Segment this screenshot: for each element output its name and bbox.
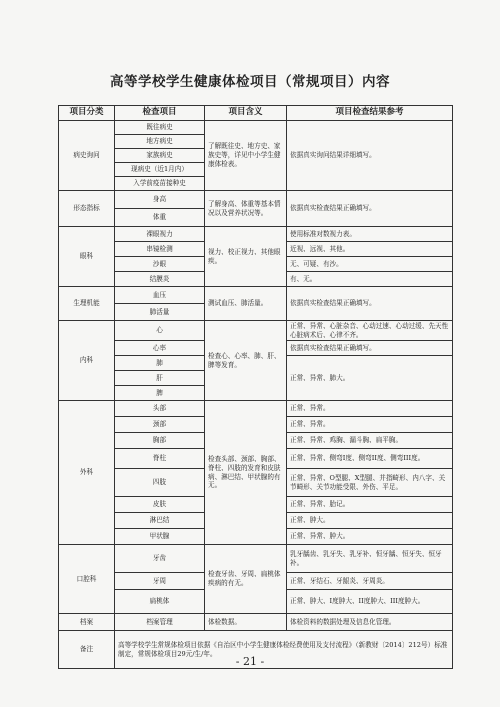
page-number: - 21 - — [235, 655, 265, 668]
result-cell: 依据真实检查结果正确填写。 — [287, 287, 453, 321]
header-result: 项目检查结果参考 — [287, 106, 453, 121]
item-cell: 既往病史 — [115, 121, 205, 135]
result-cell: 使用标准对数视力表。 — [287, 227, 453, 242]
category-archive: 档案 — [59, 614, 115, 631]
item-cell: 心率 — [115, 341, 205, 356]
category-physio: 生理机能 — [59, 287, 115, 321]
result-cell: 正常、异常。 — [287, 401, 453, 417]
result-cell: 依据真实检查结果正确填写。 — [287, 191, 453, 227]
meaning-cell: 检查牙齿、牙周、扁桃体疾病的有无。 — [205, 545, 287, 614]
item-cell: 地方病史 — [115, 135, 205, 149]
result-cell: 正常、异常、侧弯I度、侧弯II度、侧弯III度。 — [287, 449, 453, 469]
item-cell: 牙周 — [115, 573, 205, 590]
item-cell: 入学前疫苗接种史 — [115, 177, 205, 191]
result-cell: 乳牙龋齿、乳牙失、乳牙补、恒牙龋、恒牙失、恒牙补。 — [287, 545, 453, 573]
item-cell: 脾 — [115, 386, 205, 401]
item-cell: 四肢 — [115, 469, 205, 497]
result-cell: 正常、异常、心脏杂音、心动过速、心动过缓、先天性心脏病术后、心律不齐。 — [287, 321, 453, 341]
category-history: 病史询问 — [59, 121, 115, 191]
item-cell: 体重 — [115, 209, 205, 227]
notes-text: 高等学校学生常规体检项目依据《自治区中小学生健康体检经费使用及支付流程》（新教财〔2014〕212号）标准制定，常规体检项目29元/生/年。 — [115, 631, 453, 669]
result-cell: 依据真实询问结果详细填写。 — [287, 121, 453, 191]
meaning-cell: 检查心、心率、肺、肝、脾等发育。 — [205, 321, 287, 401]
result-cell: 正常、牙结石、牙龈炎、牙周炎。 — [287, 573, 453, 590]
result-cell: 有、无。 — [287, 272, 453, 287]
category-oral: 口腔科 — [59, 545, 115, 614]
result-cell: 正常、异常、胎记。 — [287, 497, 453, 513]
item-cell: 裸眼视力 — [115, 227, 205, 242]
meaning-cell: 了解既往史、地方史、家族史等，详见中小学生健康体检表。 — [205, 121, 287, 191]
result-cell: 正常、异常。 — [287, 417, 453, 433]
meaning-cell: 检查头部、颈部、胸部、脊柱、四肢的发育和皮肤病、淋巴结、甲状腺的有无。 — [205, 401, 287, 545]
item-cell: 结膜炎 — [115, 272, 205, 287]
item-cell: 串镜检测 — [115, 242, 205, 257]
header-meaning: 项目含义 — [205, 106, 287, 121]
item-cell: 甲状腺 — [115, 529, 205, 545]
item-cell: 牙齿 — [115, 545, 205, 573]
checkup-table — [58, 105, 453, 669]
item-cell: 淋巴结 — [115, 513, 205, 529]
meaning-cell: 视力、校正视力、其他眼疾。 — [205, 227, 287, 287]
item-cell: 胸部 — [115, 433, 205, 449]
result-cell: 正常、异常、肺大。 — [287, 356, 453, 401]
document-title: 高等学校学生健康体检项目（常规项目）内容 — [110, 74, 390, 90]
item-cell: 档案管理 — [115, 614, 205, 631]
item-cell: 皮肤 — [115, 497, 205, 513]
item-cell: 肺活量 — [115, 304, 205, 321]
meaning-cell: 体检数据。 — [205, 614, 287, 631]
meaning-cell: 测试血压、肺活量。 — [205, 287, 287, 321]
category-notes: 备注 — [59, 631, 115, 669]
category-surgery: 外科 — [59, 401, 115, 545]
item-cell: 家族病史 — [115, 149, 205, 163]
category-internal: 内科 — [59, 321, 115, 401]
item-cell: 头部 — [115, 401, 205, 417]
result-cell: 正常、异常、鸡胸、漏斗胸、扁平胸。 — [287, 433, 453, 449]
result-cell: 近视、远视、其他。 — [287, 242, 453, 257]
item-cell: 脊柱 — [115, 449, 205, 469]
table-header-row — [59, 106, 453, 121]
header-item: 检查项目 — [115, 106, 205, 121]
category-body: 形态指标 — [59, 191, 115, 227]
result-cell: 体检资料的数据处理及信息化管理。 — [287, 614, 453, 631]
item-cell: 现病史（近1月内） — [115, 163, 205, 177]
item-cell: 沙眼 — [115, 257, 205, 272]
item-cell: 身高 — [115, 191, 205, 209]
item-cell: 颈部 — [115, 417, 205, 433]
item-cell: 肺 — [115, 356, 205, 371]
result-cell: 正常、异常、O型腿、X型腿、并指畸形、内八字、关节畸形、关节功能受限、外伤、平足。 — [287, 469, 453, 497]
meaning-cell: 了解身高、体重等基本情况以及营养状况等。 — [205, 191, 287, 227]
result-cell: 依据真实检查结果正确填写。 — [287, 341, 453, 356]
item-cell: 扁桃体 — [115, 590, 205, 614]
result-cell: 正常、肿大。 — [287, 513, 453, 529]
category-eye: 眼科 — [59, 227, 115, 287]
item-cell: 肝 — [115, 371, 205, 386]
header-category: 项目分类 — [59, 106, 115, 121]
item-cell: 血压 — [115, 287, 205, 304]
item-cell: 心 — [115, 321, 205, 341]
result-cell: 正常、肿大、I度肿大、II度肿大、III度肿大。 — [287, 590, 453, 614]
result-cell: 无、可疑、有沙。 — [287, 257, 453, 272]
result-cell: 正常、异常、肿大。 — [287, 529, 453, 545]
